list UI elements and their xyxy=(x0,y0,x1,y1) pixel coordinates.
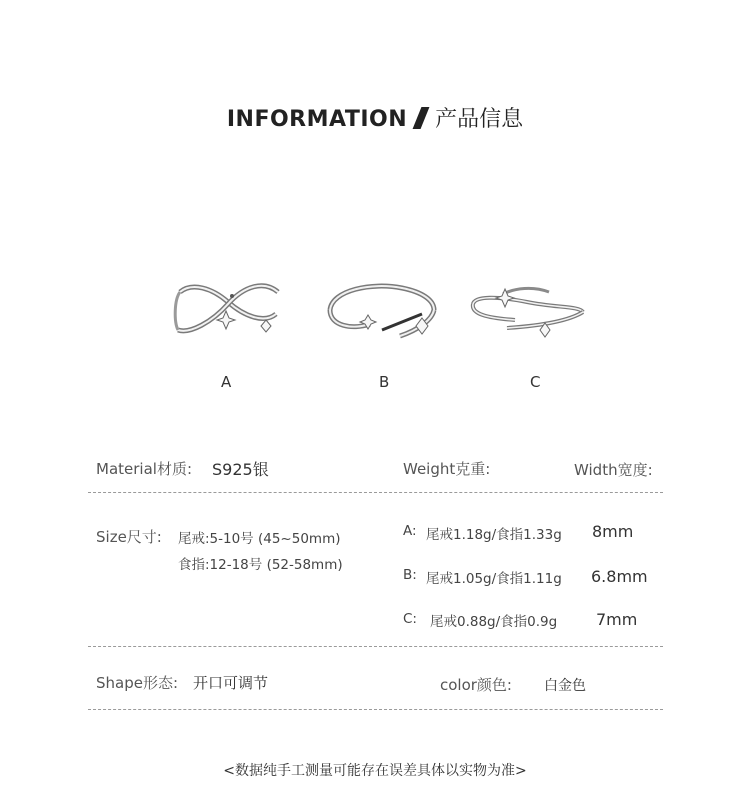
spec-b-key: B: xyxy=(403,567,417,583)
divider-2 xyxy=(88,646,663,647)
ring-b-image xyxy=(322,270,442,350)
spec-a-key: A: xyxy=(403,523,417,539)
spec-b-width: 6.8mm xyxy=(591,567,648,586)
spec-c-key: C: xyxy=(403,611,417,627)
ring-a-icon xyxy=(172,270,284,350)
ring-c-label: C xyxy=(530,373,541,391)
ring-b-label: B xyxy=(379,373,390,391)
ring-b-icon xyxy=(322,270,442,350)
color-value: 白金色 xyxy=(544,678,586,694)
ring-c-icon xyxy=(467,270,589,350)
material-value: S925银 xyxy=(212,460,269,479)
size-line-2: 食指:12-18号 (52-58mm) xyxy=(178,557,343,573)
width-label: Width宽度: xyxy=(574,461,653,479)
ring-c-image xyxy=(467,270,589,350)
material-label: Material材质: xyxy=(96,460,192,478)
title-english: INFORMATION xyxy=(226,107,408,132)
page-title xyxy=(0,102,750,133)
footer-note: <数据纯手工测量可能存在误差具体以实物为准> xyxy=(223,763,527,779)
title-chinese: 产品信息 xyxy=(435,107,524,132)
weight-label: Weight克重: xyxy=(403,460,491,478)
color-label: color颜色: xyxy=(440,676,512,694)
divider-3 xyxy=(88,709,663,710)
title-slash-icon xyxy=(413,107,430,129)
spec-b-weight: 尾戒1.05g/食指1.11g xyxy=(426,571,562,587)
ring-a-label: A xyxy=(221,373,232,391)
size-line-1: 尾戒:5-10号 (45~50mm) xyxy=(178,531,341,547)
spec-a-weight: 尾戒1.18g/食指1.33g xyxy=(426,527,562,543)
shape-label: Shape形态: xyxy=(96,674,179,692)
spec-a-width: 8mm xyxy=(592,522,634,541)
divider-1 xyxy=(88,492,663,493)
shape-value: 开口可调节 xyxy=(193,674,269,692)
size-label: Size尺寸: xyxy=(96,528,162,546)
spec-c-width: 7mm xyxy=(596,610,638,629)
spec-c-weight: 尾戒0.88g/食指0.9g xyxy=(430,614,558,630)
ring-a-image xyxy=(172,270,284,350)
